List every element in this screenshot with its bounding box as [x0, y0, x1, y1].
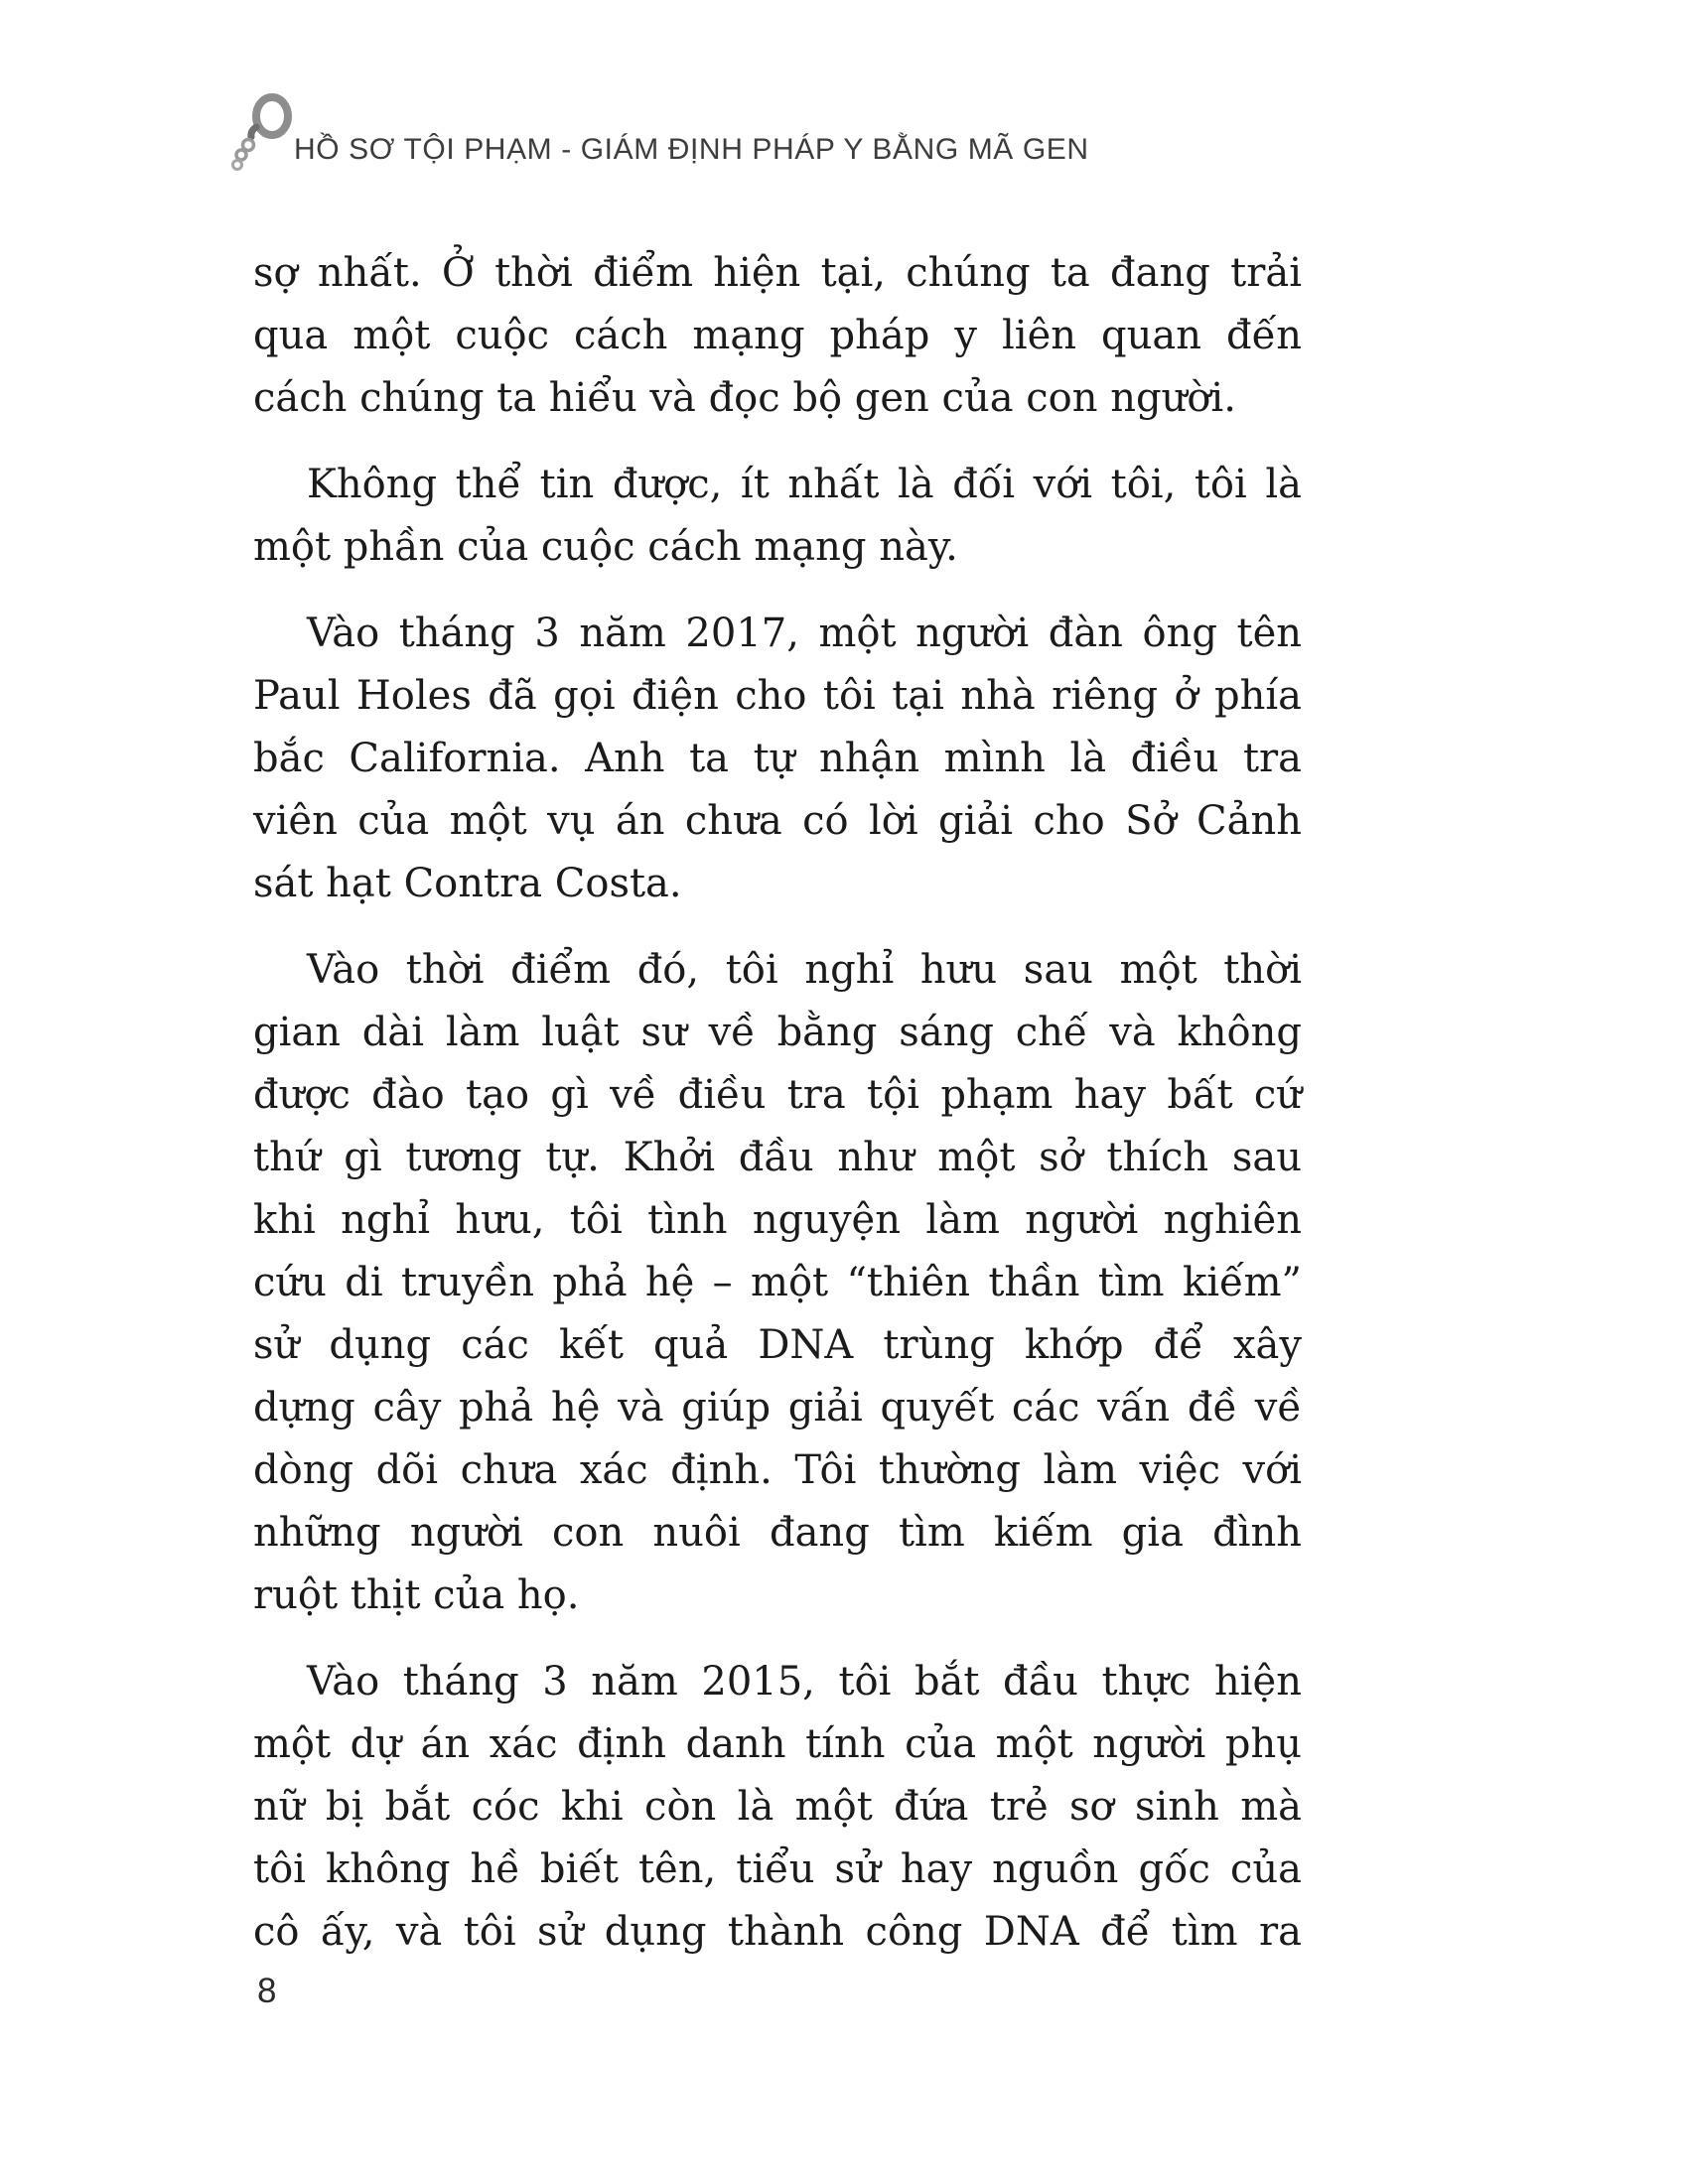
handcuffs-icon [228, 89, 310, 173]
text-line: Vào tháng 3 năm 2015, tôi bắt đầu thực hiện [307, 1659, 1302, 1705]
text-line: Không thể tin được, ít nhất là đối với tôi, tôi là [307, 462, 1302, 507]
text-line: bắc California. Anh ta tự nhận mình là điều tra [253, 736, 1302, 781]
text-line: viên của một vụ án chưa có lời giải cho Sở Cảnh [253, 798, 1302, 844]
text-line: thứ gì tương tự. Khởi đầu như một sở thích sau [253, 1135, 1302, 1180]
running-header-title: HỒ SƠ TỘI PHẠM - GIÁM ĐỊNH PHÁP Y BẰNG MÃ GEN [294, 133, 1089, 166]
text-line: cứu di truyền phả hệ – một “thiên thần tìm kiếm” [253, 1260, 1302, 1305]
paragraph [253, 1651, 1302, 1964]
text-line: Paul Holes đã gọi điện cho tôi tại nhà riêng ở phía [253, 673, 1302, 719]
paragraph [253, 454, 1302, 579]
page-number: 8 [257, 1972, 277, 2010]
text-line: một phần của cuộc cách mạng này. [253, 524, 958, 570]
text-line: một dự án xác định danh tính của một người phụ [253, 1721, 1302, 1767]
text-line: được đào tạo gì về điều tra tội phạm hay bất cứ [253, 1072, 1302, 1118]
paragraph [253, 242, 1302, 430]
body-text [253, 242, 1302, 1964]
text-line: qua một cuộc cách mạng pháp y liên quan đến [253, 313, 1302, 358]
text-line: sợ nhất. Ở thời điểm hiện tại, chúng ta đang trải [253, 250, 1302, 296]
paragraph [253, 603, 1302, 915]
text-line: sử dụng các kết quả DNA trùng khớp để xây [253, 1322, 1302, 1368]
text-line: Vào tháng 3 năm 2017, một người đàn ông tên [307, 611, 1302, 656]
text-line: gian dài làm luật sư về bằng sáng chế và không [253, 1010, 1302, 1055]
text-line: Vào thời điểm đó, tôi nghỉ hưu sau một thời [307, 947, 1302, 993]
text-line: nữ bị bắt cóc khi còn là một đứa trẻ sơ sinh mà [253, 1784, 1302, 1830]
text-line: cách chúng ta hiểu và đọc bộ gen của con người. [253, 375, 1236, 421]
text-line: những người con nuôi đang tìm kiếm gia đình [253, 1510, 1302, 1556]
text-line: dựng cây phả hệ và giúp giải quyết các vấn đề về [253, 1385, 1302, 1431]
text-line: ruột thịt của họ. [253, 1572, 580, 1618]
text-line: khi nghỉ hưu, tôi tình nguyện làm người nghiên [253, 1197, 1302, 1243]
paragraph [253, 939, 1302, 1627]
text-line: sát hạt Contra Costa. [253, 861, 682, 906]
text-line: tôi không hề biết tên, tiểu sử hay nguồn gốc của [253, 1846, 1302, 1892]
text-line: dòng dõi chưa xác định. Tôi thường làm việc với [253, 1447, 1302, 1493]
page-header [228, 89, 1089, 173]
text-line: cô ấy, và tôi sử dụng thành công DNA để tìm ra [253, 1909, 1302, 1955]
